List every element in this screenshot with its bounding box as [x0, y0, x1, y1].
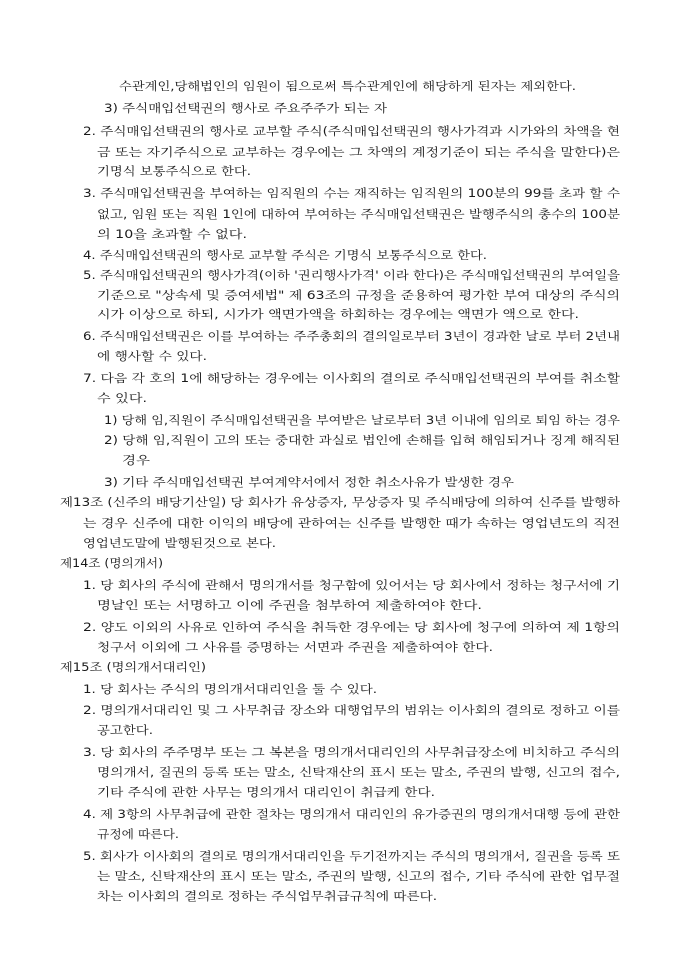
text-line [97, 304, 579, 324]
line-text: 2. 명의개서대리인 및 그 사무취급 장소와 대행업무의 범위는 이사회의 결의로 정하고 이를 [83, 703, 620, 717]
text-line [97, 388, 147, 408]
text-line [119, 76, 576, 96]
text-line [83, 368, 620, 388]
text-line [83, 121, 620, 141]
line-text: 수 있다. [97, 391, 147, 405]
line-text: 3. 주식매입선택권을 부여하는 임직원의 수는 재직하는 임직원의 100분의 99를 초과 할 수 [83, 186, 620, 200]
line-text: 5. 주식매입선택권의 행사가격(이하 '권리행사가격' 이라 한다)은 주식매입선택권의 부여일을 [83, 268, 620, 282]
line-text: 4. 제 3항의 사무취급에 관한 절차는 명의개서 대리인의 유가증권의 명의개서대행 등에 관한 [83, 807, 620, 821]
line-text: 1. 당 회사는 주식의 명의개서대리인을 둘 수 있다. [83, 682, 377, 696]
line-text: 시가 이상으로 하되, 시가가 액면가액을 하회하는 경우에는 액면가 액으로 한다. [97, 307, 579, 321]
text-line [97, 866, 620, 886]
line-text: 차는 이사회의 결의로 정하는 주식업무취급규칙에 따른다. [97, 889, 437, 903]
text-line [83, 183, 620, 203]
text-line [104, 410, 620, 430]
line-text: 의 10을 초과할 수 없다. [97, 227, 247, 241]
text-line [83, 265, 620, 285]
line-text: 청구서 이외에 그 사유를 증명하는 서면과 주권을 제출하여야 한다. [97, 640, 493, 654]
text-line [97, 595, 482, 615]
text-line [97, 346, 207, 366]
text-line [83, 742, 620, 762]
text-line [83, 804, 620, 824]
line-text: 금 또는 자기주식으로 교부하는 경우에는 그 차액의 계정기준이 되는 주식을 말한다)은 [97, 145, 620, 159]
line-text: 기준으로 "상속세 및 증여세법" 제 63조의 규정을 준용하여 평가한 부여 대상의 주식의 [97, 288, 620, 302]
line-text: 규정에 따른다. [97, 827, 179, 841]
text-line [83, 617, 620, 637]
line-text: 제14조 (명의개서) [60, 556, 163, 570]
line-text: 1. 당 회사의 주식에 관해서 명의개서를 청구함에 있어서는 당 회사에서 정하는 청구서에 기 [83, 578, 620, 592]
text-line [60, 492, 620, 512]
line-text: 경우 [122, 453, 150, 467]
text-line [83, 245, 487, 265]
text-line [83, 533, 276, 553]
line-text: 5. 회사가 이사회의 결의로 명의개서대리인을 두기전까지는 주식의 명의개서, 질권을 등록 또 [83, 849, 620, 863]
line-text: 영업년도말에 발행된것으로 본다. [83, 536, 276, 550]
text-line [97, 224, 247, 244]
line-text: 2. 주식매입선택권의 행사로 교부할 주식(주식매입선택권의 행사가격과 시가와의 차액을 현 [83, 124, 620, 138]
text-line [97, 142, 620, 162]
text-line [83, 326, 620, 346]
line-text: 2. 양도 이외의 사유로 인하여 주식을 취득한 경우에는 당 회사에 청구에 의하여 제 1항의 [83, 620, 620, 634]
line-text: 에 행사할 수 있다. [97, 349, 207, 363]
line-text: 공고한다. [97, 723, 153, 737]
text-line [104, 98, 387, 118]
line-text: 기명식 보통주식으로 한다. [97, 164, 251, 178]
text-line [83, 700, 620, 720]
text-line [97, 285, 620, 305]
text-line [83, 513, 620, 533]
line-text: 제13조 (신주의 배당기산일) 당 회사가 유상증자, 무상증자 및 주식배당에 의하여 신주를 발행하 [60, 495, 620, 509]
line-text: 1) 당해 임,직원이 주식매입선택권을 부여받은 날로부터 3년 이내에 임의로 퇴임 하는 경우 [104, 413, 620, 427]
text-line [97, 762, 620, 782]
line-text: 7. 다음 각 호의 1에 해당하는 경우에는 이사회의 결의로 주식매입선택권의 부여를 취소할 [83, 371, 620, 385]
text-line [97, 720, 153, 740]
text-line [97, 886, 437, 906]
line-text: 명날인 또는 서명하고 이에 주권을 첨부하여 제출하여야 한다. [97, 598, 482, 612]
text-line [97, 204, 620, 224]
line-text: 6. 주식매입선택권은 이를 부여하는 주주총회의 결의일로부터 3년이 경과한 날로 부터 2년내 [83, 329, 620, 343]
text-line [97, 824, 179, 844]
line-text: 수관계인,당해법인의 임원이 됨으로써 특수관계인에 해당하게 된자는 제외한다. [119, 79, 576, 93]
line-text: 명의개서, 질권의 등록 또는 말소, 신탁재산의 표시 또는 말소, 주권의 발행, 신고의 접수, [97, 765, 620, 779]
text-line [122, 450, 150, 470]
text-line [83, 575, 620, 595]
text-line [104, 472, 514, 492]
line-text: 제15조 (명의개서대리인) [60, 660, 206, 674]
text-line [97, 637, 493, 657]
line-text: 3) 주식매입선택권의 행사로 주요주주가 되는 자 [104, 101, 387, 115]
text-line [97, 161, 251, 181]
line-text: 기타 주식에 관한 사무는 명의개서 대리인이 취급케 한다. [97, 785, 435, 799]
text-line [60, 553, 163, 573]
line-text: 3. 당 회사의 주주명부 또는 그 복본을 명의개서대리인의 사무취급장소에 비치하고 주식의 [83, 745, 620, 759]
text-line [83, 679, 377, 699]
line-text: 2) 당해 임,직원이 고의 또는 중대한 과실로 법인에 손해를 입혀 해임되거나 징계 해직된 [104, 433, 620, 447]
line-text: 는 경우 신주에 대한 이익의 배당에 관하여는 신주를 발행한 때가 속하는 영업년도의 직전 [83, 516, 620, 530]
text-line [97, 782, 435, 802]
text-line [60, 657, 206, 677]
line-text: 3) 기타 주식매입선택권 부여계약서에서 정한 취소사유가 발생한 경우 [104, 475, 514, 489]
text-line [83, 846, 620, 866]
line-text: 는 말소, 신탁재산의 표시 또는 말소, 주권의 발행, 신고의 접수, 기타 주식에 관한 업무절 [97, 869, 620, 883]
line-text: 없고, 임원 또는 직원 1인에 대하여 부여하는 주식매입선택권은 발행주식의 총수의 100분 [97, 207, 620, 221]
text-line [104, 430, 620, 450]
line-text: 4. 주식매입선택권의 행사로 교부할 주식은 기명식 보통주식으로 한다. [83, 248, 487, 262]
